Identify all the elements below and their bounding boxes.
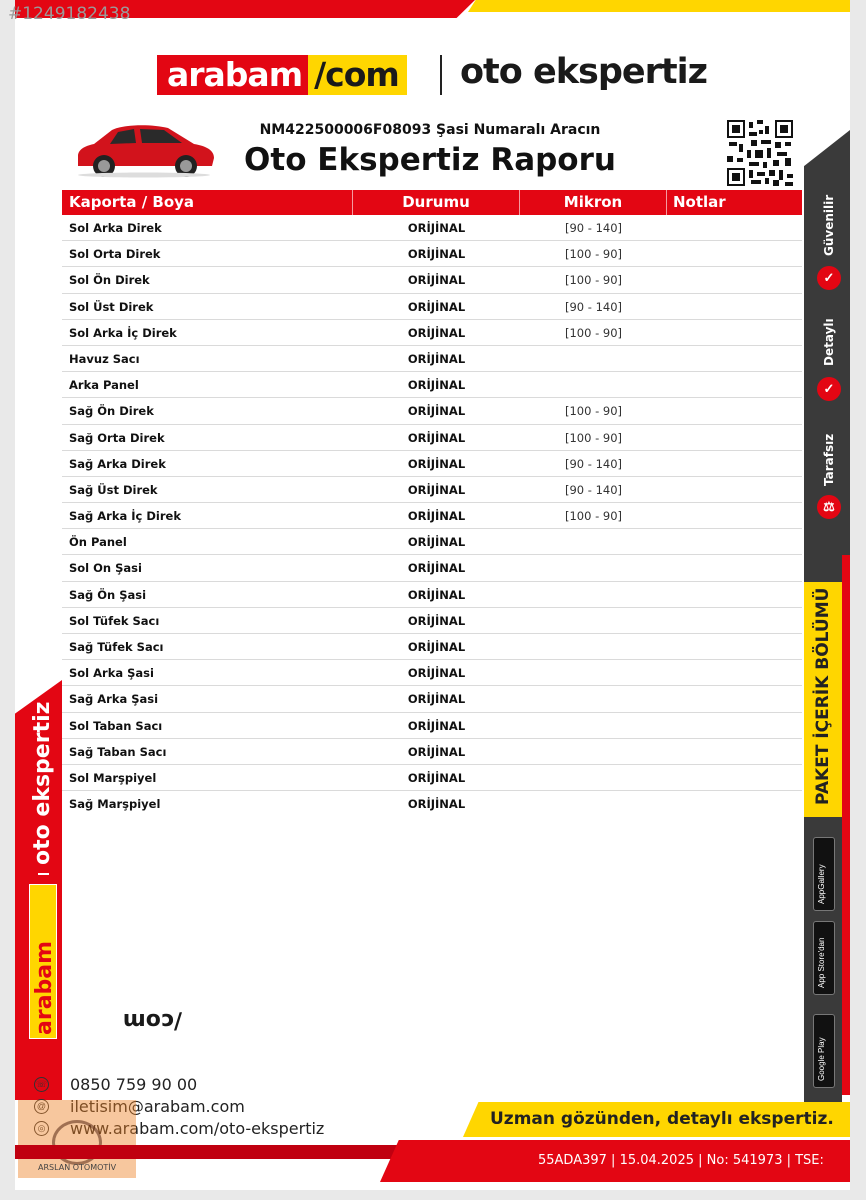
table-row — [62, 791, 802, 817]
check-shield-icon: ✓ — [817, 266, 841, 290]
contact-phone[interactable]: 0850 759 90 00 — [70, 1075, 198, 1094]
part-name: Sol Ön Direk — [69, 273, 150, 288]
table-row — [62, 241, 802, 267]
header-mikron: Mikron — [520, 190, 667, 215]
part-micron: [90 - 140] — [564, 456, 623, 471]
part-note — [667, 320, 802, 345]
left-oto-ekspertiz: oto ekspertiz — [30, 701, 55, 865]
part-note — [667, 713, 802, 738]
report-title: Oto Ekspertiz Raporu — [244, 142, 616, 178]
part-note — [667, 372, 802, 397]
part-status: ORİJİNAL — [407, 744, 466, 759]
sidebar-tarafsiz: Tarafsız — [822, 433, 836, 486]
header-kaporta: Kaporta / Boya — [62, 190, 353, 215]
part-note — [667, 791, 802, 817]
table-row — [62, 425, 802, 451]
logo-arabam-text: arabam — [157, 55, 308, 95]
part-name: Havuz Sacı — [69, 351, 140, 366]
part-note — [667, 634, 802, 659]
watermark-id: #1249182438 — [8, 4, 131, 24]
part-note — [667, 503, 802, 528]
part-note — [667, 267, 802, 292]
part-note — [667, 294, 802, 319]
part-micron — [520, 765, 667, 790]
part-note — [667, 451, 802, 476]
part-note — [667, 529, 802, 554]
part-note — [667, 477, 802, 502]
part-name: Sağ Ön Şasi — [69, 587, 147, 602]
footer-dark-stripe — [15, 1145, 415, 1159]
oto-ekspertiz-logo: oto ekspertiz — [460, 52, 708, 92]
part-status: ORİJİNAL — [407, 482, 466, 497]
part-status: ORİJİNAL — [407, 221, 466, 235]
part-name: Sol Arka İç Direk — [69, 325, 177, 340]
part-micron: [100 - 90] — [564, 273, 623, 288]
part-status: ORİJİNAL — [407, 797, 466, 812]
part-name: Sol Üst Direk — [69, 299, 154, 314]
table-row — [62, 320, 802, 346]
table-row — [62, 608, 802, 634]
arabam-logo — [157, 55, 407, 95]
part-micron: [100 - 90] — [564, 325, 623, 340]
part-status: ORİJİNAL — [407, 299, 466, 314]
part-micron — [520, 660, 667, 685]
part-status: ORİJİNAL — [407, 587, 466, 602]
part-name: Sol Tüfek Sacı — [69, 613, 160, 628]
table-row — [62, 529, 802, 555]
header-durumu: Durumu — [353, 190, 520, 215]
part-note — [667, 739, 802, 764]
part-note — [667, 346, 802, 371]
part-note — [667, 608, 802, 633]
left-arabam-logo — [29, 884, 182, 1039]
chassis-number-line: NM422500006F08093 Şasi Numaralı Aracın — [259, 122, 601, 138]
part-name: Sol Arka Direk — [69, 221, 162, 235]
paket-icerik-label: PAKET İÇERİK BÖLÜMÜ — [813, 587, 833, 805]
app-store-badge[interactable]: App Store'dan — [813, 921, 835, 995]
car-icon — [72, 120, 216, 178]
part-note — [667, 686, 802, 711]
table-row — [62, 555, 802, 581]
part-status: ORİJİNAL — [407, 666, 466, 681]
part-micron — [520, 713, 667, 738]
part-micron — [520, 608, 667, 633]
part-micron — [520, 634, 667, 659]
part-micron: [90 - 140] — [564, 299, 623, 314]
web-icon: ◎ — [34, 1121, 49, 1136]
part-micron: [90 - 140] — [564, 221, 623, 235]
scale-shield-icon: ⚖ — [817, 495, 841, 519]
table-row — [62, 372, 802, 398]
part-name: Sağ Tüfek Sacı — [69, 640, 164, 654]
part-micron — [520, 529, 667, 554]
part-status: ORİJİNAL — [407, 273, 466, 288]
part-micron: [100 - 90] — [564, 247, 623, 262]
part-micron — [520, 791, 667, 817]
part-name: Sağ Orta Direk — [69, 430, 165, 445]
part-status: ORİJİNAL — [407, 613, 466, 628]
part-name: Arka Panel — [69, 378, 139, 393]
part-note — [667, 425, 802, 450]
part-name: Sol Orta Direk — [69, 247, 161, 262]
table-row — [62, 346, 802, 372]
part-name: Sağ Taban Sacı — [69, 744, 167, 759]
part-name: Sağ Arka İç Direk — [69, 509, 181, 524]
part-micron — [520, 686, 667, 711]
part-name: Sağ Ön Direk — [69, 404, 154, 419]
part-status: ORİJİNAL — [407, 456, 466, 471]
table-row — [62, 451, 802, 477]
contact-web[interactable]: www.arabam.com/oto-ekspertiz — [70, 1119, 325, 1138]
table-row — [62, 267, 802, 293]
table-body — [62, 215, 802, 817]
part-status: ORİJİNAL — [407, 378, 466, 393]
part-micron — [520, 372, 667, 397]
phone-icon: ☏ — [34, 1077, 49, 1092]
part-status: ORİJİNAL — [407, 770, 466, 785]
part-micron — [520, 555, 667, 580]
part-note — [667, 241, 802, 266]
part-micron: [100 - 90] — [564, 404, 623, 419]
part-status: ORİJİNAL — [407, 351, 466, 366]
seller-name: ARSLAN OTOMOTİV — [38, 1163, 117, 1172]
table-row — [62, 398, 802, 424]
sidebar-guvenilir: Güvenilir — [822, 194, 836, 256]
header-notlar: Notlar — [673, 193, 726, 211]
google-play-badge[interactable]: Google Play — [813, 1014, 835, 1088]
check-shield-icon: ✓ — [817, 377, 841, 401]
sidebar-red-strip — [842, 555, 850, 1095]
table-header — [62, 190, 802, 215]
table-row — [62, 477, 802, 503]
part-micron: [90 - 140] — [564, 482, 623, 497]
part-name: Sağ Arka Şasi — [69, 692, 159, 707]
part-status: ORİJİNAL — [407, 692, 466, 707]
table-row — [62, 686, 802, 712]
contact-email[interactable]: iletisim@arabam.com — [70, 1097, 245, 1116]
left-arabam-logo-text: arabam /com — [32, 940, 182, 1035]
table-row — [62, 294, 802, 320]
part-status: ORİJİNAL — [407, 430, 466, 445]
table-row — [62, 503, 802, 529]
part-micron — [520, 582, 667, 607]
logo-divider — [440, 55, 442, 95]
slogan-text: Uzman gözünden, detaylı ekspertiz. — [490, 1109, 834, 1129]
part-name: Sol Taban Sacı — [69, 718, 163, 733]
part-name: Sağ Üst Direk — [69, 482, 158, 497]
table-row — [62, 739, 802, 765]
qr-code-icon — [727, 120, 793, 186]
table-row — [62, 215, 802, 241]
part-micron: [100 - 90] — [564, 509, 623, 524]
part-status: ORİJİNAL — [407, 640, 466, 654]
table-row — [62, 660, 802, 686]
sidebar-detayli: Detaylı — [822, 318, 836, 366]
part-status: ORİJİNAL — [407, 535, 466, 550]
table-row — [62, 634, 802, 660]
part-note — [667, 215, 802, 240]
part-micron — [520, 346, 667, 371]
table-row — [62, 765, 802, 791]
part-status: ORİJİNAL — [407, 325, 466, 340]
part-name: Sol Marşpiyel — [69, 770, 157, 785]
part-status: ORİJİNAL — [407, 247, 466, 262]
part-note — [667, 660, 802, 685]
footer-report-info: 55ADA397 | 15.04.2025 | No: 541973 | TSE: — [538, 1153, 824, 1168]
part-note — [667, 398, 802, 423]
part-status: ORİJİNAL — [407, 561, 466, 576]
part-name: Sol Arka Şasi — [69, 666, 154, 681]
part-micron: [100 - 90] — [564, 430, 623, 445]
part-status: ORİJİNAL — [407, 404, 466, 419]
part-note — [667, 582, 802, 607]
part-note — [667, 555, 802, 580]
part-status: ORİJİNAL — [407, 718, 466, 733]
left-divider — [38, 873, 49, 875]
part-note — [667, 765, 802, 790]
part-name: Ön Panel — [69, 535, 127, 550]
table-row — [62, 713, 802, 739]
part-name: Sağ Marşpiyel — [69, 797, 161, 812]
part-micron — [520, 739, 667, 764]
email-icon: @ — [34, 1099, 49, 1114]
top-yellow-stripe — [468, 0, 850, 12]
appgallery-badge[interactable]: AppGallery — [813, 837, 835, 911]
part-status: ORİJİNAL — [407, 509, 466, 524]
table-row — [62, 582, 802, 608]
part-name: Sağ Arka Direk — [69, 456, 166, 471]
part-name: Sol On Şasi — [69, 561, 142, 576]
logo-com-text: /com — [308, 55, 407, 95]
